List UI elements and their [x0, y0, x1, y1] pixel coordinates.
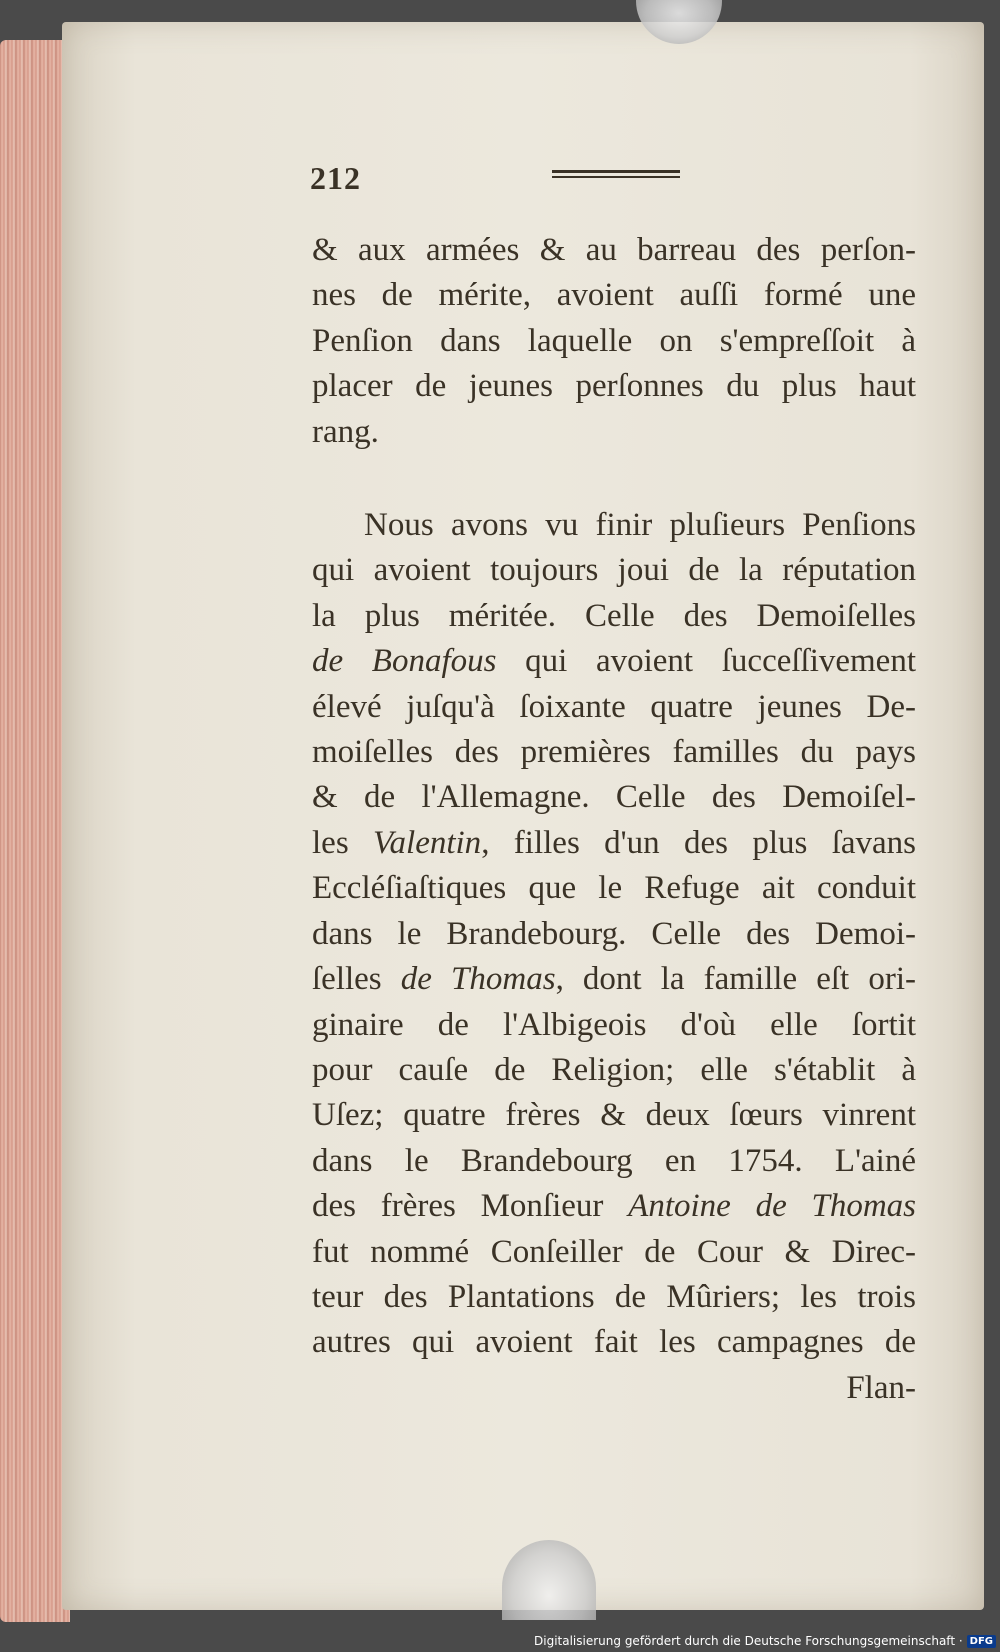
paragraph-gap	[312, 455, 916, 503]
text-run: Flan-	[846, 1369, 916, 1406]
text-run: , dont la famille eſt ori-	[555, 961, 916, 998]
paragraph	[312, 228, 916, 455]
text-line	[312, 1184, 916, 1229]
text-line	[312, 548, 916, 593]
text-line	[312, 503, 916, 548]
text-run: Nous avons vu finir pluſieurs Penſions	[364, 507, 916, 544]
text-run: élevé juſqu'à ſoixante quatre jeunes De-	[312, 688, 916, 725]
dfg-logo: DFG	[967, 1635, 996, 1648]
page-number: 212	[310, 160, 361, 196]
text-line	[312, 364, 916, 409]
text-run: qui avoient ſucceſſivement	[496, 643, 916, 680]
italic-name: Valentin	[373, 824, 482, 861]
text-line	[312, 319, 916, 364]
italic-name: Antoine de Thomas	[628, 1188, 916, 1225]
text-line	[312, 1366, 916, 1411]
text-run: Eccléſiaſtiques que le Refuge ait conduit	[312, 870, 916, 907]
text-line	[312, 821, 916, 866]
text-run: autres qui avoient fait les campagnes de	[312, 1324, 916, 1361]
body-text	[312, 228, 916, 1411]
text-run: dans le Brandebourg en 1754. L'ainé	[312, 1142, 916, 1179]
text-line	[312, 594, 916, 639]
text-line	[312, 775, 916, 820]
page-edge	[0, 40, 70, 1622]
text-line	[312, 639, 916, 684]
italic-name: de Thomas	[400, 961, 556, 998]
text-line	[312, 1230, 916, 1275]
text-run: les	[312, 824, 374, 861]
funding-note: Digitalisierung gefördert durch die Deutsche Forschungsgemeinschaft ·	[534, 1634, 963, 1648]
text-line	[312, 685, 916, 730]
text-run: pour cauſe de Religion; elle s'établit à	[312, 1051, 916, 1088]
text-run: qui avoient toujours joui de la réputation	[312, 552, 916, 589]
text-run: ginaire de l'Albigeois d'où elle ſortit	[312, 1006, 916, 1043]
italic-name: de Bonafous	[312, 643, 497, 680]
text-run: dans le Brandebourg. Celle des Demoi-	[312, 915, 916, 952]
text-run: des frères Monſieur	[312, 1188, 629, 1225]
text-run: & aux armées & au barreau des perſon-	[312, 232, 916, 268]
text-run: , filles d'un des plus ſavans	[481, 824, 916, 861]
text-run: teur des Plantations de Mûriers; les trois	[312, 1278, 916, 1315]
text-line	[312, 1275, 916, 1320]
text-run: Penſion dans laquelle on s'empreſſoit à	[312, 322, 916, 359]
paragraph	[312, 503, 916, 1411]
text-line	[312, 228, 916, 273]
text-run: la plus méritée. Celle des Demoiſelles	[312, 597, 916, 634]
text-line	[312, 273, 916, 318]
header-ornament	[552, 170, 680, 182]
text-line	[312, 410, 916, 455]
text-line	[312, 1320, 916, 1365]
text-line	[312, 1003, 916, 1048]
text-line	[312, 957, 916, 1002]
text-run: moiſelles des premières familles du pays	[312, 734, 916, 771]
text-run: placer de jeunes perſonnes du plus haut	[312, 368, 916, 405]
text-line	[312, 1048, 916, 1093]
text-run: ſelles	[312, 961, 401, 998]
text-line	[312, 1093, 916, 1138]
text-run: Uſez; quatre frères & deux ſœurs vinrent	[312, 1097, 916, 1134]
text-line	[312, 912, 916, 957]
footer	[534, 1634, 996, 1648]
text-line	[312, 866, 916, 911]
text-run: fut nommé Conſeiller de Cour & Direc-	[312, 1233, 916, 1270]
text-run: rang.	[312, 413, 379, 450]
text-line	[312, 730, 916, 775]
text-run: & de l'Allemagne. Celle des Demoiſel-	[312, 779, 916, 816]
text-line	[312, 1139, 916, 1184]
text-run: nes de mérite, avoient auſſi formé une	[312, 277, 916, 314]
